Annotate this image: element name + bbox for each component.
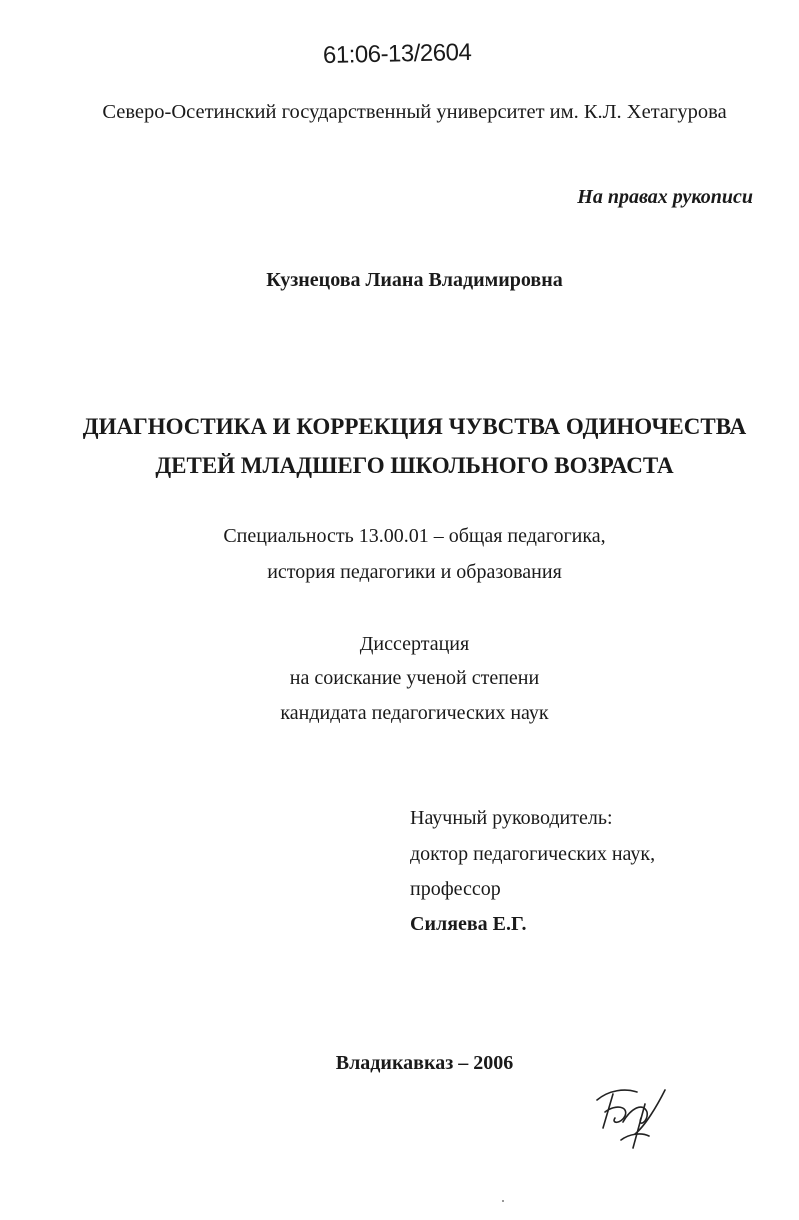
dissertation-title-line-2: ДЕТЕЙ МЛАДШЕГО ШКОЛЬНОГО ВОЗРАСТА [155, 453, 674, 478]
degree-purpose-line: на соискание ученой степени [289, 667, 540, 689]
university-name: Северо-Осетинский государственный университет им. К.Л. Хетагурова [102, 101, 727, 123]
signature-icon [585, 1082, 675, 1154]
supervisor-name: Силяева Е.Г. [410, 913, 527, 935]
archive-code: 61:06-13/2604 [322, 38, 472, 69]
degree-name-line: кандидата педагогических наук [280, 702, 549, 724]
author-name: Кузнецова Лиана Владимировна [266, 269, 563, 291]
supervisor-degree: доктор педагогических наук, [410, 843, 656, 865]
dissertation-title-line-1: ДИАГНОСТИКА И КОРРЕКЦИЯ ЧУВСТВА ОДИНОЧЕСТВА [82, 414, 747, 439]
specialty-line-1: Специальность 13.00.01 – общая педагогика, [223, 525, 606, 547]
supervisor-rank: профессор [410, 878, 501, 900]
city-year: Владикавказ – 2006 [335, 1052, 514, 1074]
scan-speck [502, 1200, 504, 1202]
manuscript-rights-note: На правах рукописи [577, 186, 753, 208]
dissertation-label: Диссертация [359, 633, 470, 655]
specialty-line-2: история педагогики и образования [267, 561, 562, 583]
supervisor-label: Научный руководитель: [410, 807, 613, 829]
